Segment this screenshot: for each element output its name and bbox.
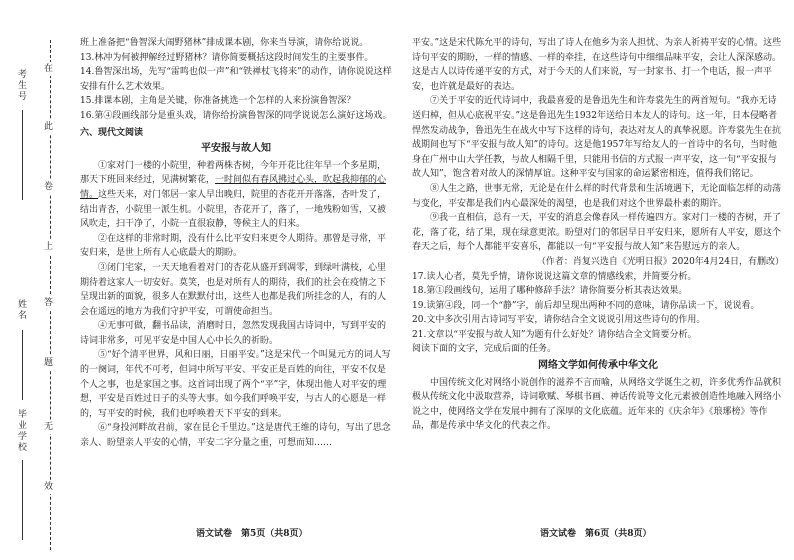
left-column — [80, 36, 392, 451]
binding-dashed-line — [50, 40, 51, 550]
reading-instruction: 阅读下面的文字，完成后面的任务。 — [412, 344, 557, 355]
question-20: 20.文中多次引用古诗词写平安，请你结合全文说说引用这些诗句的作用。 — [412, 315, 706, 326]
paragraph-1-start: ①家对门一楼的小院里，种着两株杏树，今年开花比往年早一个多星期，那天下班回来经过，见满树繁花， — [80, 160, 387, 186]
question-17: 17.读人心者，莫先乎情，请你说说这篇文章的情感线索，并简要分析。 — [412, 271, 697, 282]
question-21: 21.文章以“平安报与故人知”为题有什么好处？请你结合全文简要分析。 — [412, 329, 697, 340]
binding-char: 答 — [44, 298, 54, 308]
question-19: 19.读第④段，同一个“静”字，前后却呈现出两种不同的意味，请你品读一下，说说看。 — [412, 300, 760, 311]
binding-char: 题 — [44, 358, 54, 368]
binding-char: 此 — [44, 122, 54, 132]
candidate-number-line — [22, 110, 23, 200]
paragraph-5: ⑤“好个清平世界，风和日丽，日丽平安。”这是宋代一个叫晁元方的词人写的一阕词，年代不可考，但词中所写平安、平安正是百姓的向往，平安不仅是个人之事，也是家国之事。这首词出现了两个“平”字，体现出他人对平安的理想，平安是百姓过日子的头等大事。如今我们呼唤平安，与古人的心愿是一样的，写平安的时候，我们也呼唤着天下平安的到来。 — [80, 350, 391, 419]
question-16: 16.第④段画线部分是重头戏，请你给扮演鲁智深的同学说说怎么演好这场戏。 — [80, 110, 392, 121]
paragraph-1 — [80, 159, 392, 232]
paragraph-2: ②在这样的非常时期，没有什么比平安归来更令人期待。那曾是寻常，平安归来，是世上所有人心底最大的期盼。 — [80, 233, 387, 259]
article-2-title: 网络文学如何传承中华文化 — [538, 360, 658, 372]
binding-char: 无 — [44, 422, 54, 432]
candidate-number-label: 考生号 — [18, 70, 28, 102]
binding-char: 效 — [44, 482, 54, 492]
question-14: 14.鲁智深出场，先写“雷鸣也似一声”和“铁禅杖飞将来”的动作，请你说说这样安排有什么艺术效果。 — [80, 67, 392, 92]
section-heading: 六、现代文阅读 — [80, 127, 144, 138]
paragraph-10: ⑨我一直相信，总有一天，平安的消息会像春风一样传遍四方。家对门一楼的杏树，开了花，落了花，结了果，现在绿意更浓。盼望对门的邻居早日平安归来，愿所有人平安，愿这个春天之后，每个人都能平安喜乐，都能以一句“平安报与故人知”来告慰远方的亲人。 — [412, 213, 782, 253]
binding-char: 上 — [44, 242, 54, 252]
paragraph-7: 平安。”这是宋代陈允平的诗句，写出了诗人在他乡为亲人担忧、为亲人祈祷平安的心情。这些诗句平安的期盼，一样的情感、一样的牵挂，在这些诗句中细细品味平安，会让人深深感动。这是古人以诗传递平安的方式，对于今天的人们来说，写一封家书、打一个电话，报一声平安，也许就是最好的表达。 — [412, 38, 782, 92]
page-footer-right: 语文试卷 第6页（共8页） — [540, 529, 652, 539]
page-footer-left: 语文试卷 第5页（共8页） — [196, 529, 308, 539]
name-line — [22, 330, 23, 400]
question-intro: 班上准备把“鲁智深大闹野猪林”排成课本剧，你来当导演，请你给说说。 — [80, 38, 369, 48]
school-line — [22, 460, 23, 540]
paragraph-9: ⑧人生之路，世事无常，无论是在什么样的时代背景和生活境遇下，无论面临怎样的动荡与变化，平安都是我们内心最深处的渴望，也是我们对这个世界最朴素的期许。 — [412, 183, 782, 209]
underlined-sentence: 一时间似有春风拂过心头，吹起我抑郁的心情。 — [80, 175, 387, 200]
article-title: 平安报与故人知 — [201, 143, 271, 155]
question-13: 13.林冲为何被押解经过野猪林？请你简要概括这段时间发生的主要事件。 — [80, 52, 374, 63]
paragraph-4: ④无事可做，翻书品读，消磨时日，忽然发现我国古诗词中，写到平安的诗词非常多，可见平安是中国人心中长久的祈盼。 — [80, 321, 387, 346]
right-column — [412, 36, 784, 434]
paragraph-11: 中国传统文化对网络小说创作的滋养不言而喻，从网络文学诞生之初，许多优秀作品就积极从传统文化中汲取营养，诗词歌赋、琴棋书画、神话传说等文化元素被创造性地融入网络小说之中，使网络文学在发展中拥有了深厚的文化底蕴。近年来的《庆余年》《琅琊榜》等作品，都是传承中华文化的代表之作。 — [412, 377, 782, 432]
paragraph-3: ③闭门宅家，一天天地看着对门的杏花从盛开到凋零，到绿叶满枝，心里期待着这家人一切安好。莫笑，也是对所有人的期待，我们的社会在疫情之下呈现出新的面貌，很多人在默默付出，这些人也都是我们所挂念的人，有的人会在遥远的地方为我们守护平安，可谓使命担当。 — [80, 262, 387, 317]
binding-char: 卷 — [44, 182, 54, 192]
paragraph-6: ⑥“身投河畔故君前，家在昆仑千里边。”这是唐代王维的诗句，写出了思念亲人、盼望亲人平安的心情，平安二字分量之重，可想而知…… — [80, 423, 391, 449]
question-18: 18.第①段画线句，运用了哪种修辞手法？请你简要分析其表达效果。 — [412, 286, 688, 297]
binding-margin — [0, 0, 72, 560]
school-label: 毕业学校 — [18, 410, 28, 453]
paragraph-1-end: 这些天来，对门邻居一家人早出晚归，院里的杏花开开落落，杏叶发了，结出青杏，小院里一派生机。小院里，杏花开了，落了，一地残粉如雪，又被风吹走，扫干净了，小院一直很寂静，等候主人的归来。 — [80, 189, 387, 230]
name-label: 姓名 — [18, 300, 28, 321]
question-15: 15.排课本剧，主角是关键，你准备挑选一个怎样的人来扮演鲁智深？ — [80, 96, 356, 107]
binding-char: 在 — [44, 64, 54, 74]
source-citation: （作者：肖复兴选自《光明日报》2020年4月24日，有删改） — [536, 256, 784, 267]
paragraph-8: ⑦关于平安的近代诗词中，我最喜爱的是鲁迅先生和许寿裳先生的两首短句。“我亦无诗送归棹，但从心底祝平安。”这是鲁迅先生1932年送给日本友人的诗句。这一年，日本侵略者悍然发动战争，鲁迅先生在战火中写下这样的诗句，表达对友人的真挚祝愿。许寿裳先生在抗战期间也写下“平安报与故人知”的诗句。这是他1957年写给友人的一首诗中的名句，当时他身在广州中山大学任教，与故人相隔千里，只能用书信的方式报一声平安，这一句“平安报与故人知”，饱含着对故人的深情厚谊。这种平安与国家的命运紧密相连，值得我们铭记。 — [412, 96, 782, 180]
